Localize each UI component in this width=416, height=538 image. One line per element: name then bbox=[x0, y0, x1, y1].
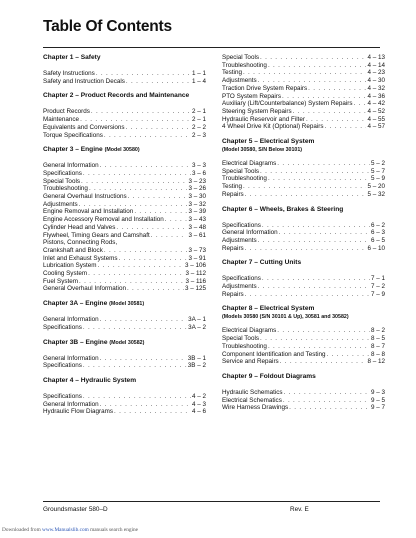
chapter-heading-text: Chapter 6 – Wheels, Brakes & Steering bbox=[222, 205, 344, 213]
toc-entry-title: Traction Drive System Repairs bbox=[222, 84, 308, 92]
toc-entry-title: Safety Instructions bbox=[43, 70, 95, 77]
chapter-model-note: (Model 30580) bbox=[104, 147, 140, 154]
chapter-heading-text: Chapter 1 – Safety bbox=[43, 54, 101, 61]
toc-entry[interactable] bbox=[222, 62, 385, 70]
watermark-suffix: manuals search engine bbox=[88, 527, 139, 533]
dot-leader bbox=[327, 351, 370, 359]
toc-entry-page: 4 – 55 bbox=[367, 115, 385, 123]
dot-leader bbox=[268, 175, 370, 183]
toc-entry-title: Torque Specifications bbox=[43, 131, 103, 139]
dot-leader bbox=[100, 355, 187, 363]
chapter-section bbox=[222, 54, 385, 131]
footer-revision: Rev. E bbox=[290, 506, 309, 513]
toc-entry-title: Fuel System bbox=[43, 277, 78, 285]
chapter-heading[interactable] bbox=[43, 92, 206, 100]
dot-leader bbox=[268, 62, 367, 70]
toc-entry-title: Specifications bbox=[222, 275, 261, 283]
toc-entry-title: Adjustments bbox=[222, 283, 257, 291]
toc-entry[interactable] bbox=[222, 404, 385, 412]
toc-entry[interactable] bbox=[43, 362, 206, 370]
toc-entry-page: 1 – 1 bbox=[191, 70, 206, 77]
dot-leader bbox=[104, 132, 191, 140]
toc-entry-page: 4 – 14 bbox=[367, 61, 385, 69]
toc-entry-page: 3 – 30 bbox=[188, 193, 206, 201]
dot-leader bbox=[98, 262, 184, 270]
toc-entry[interactable] bbox=[43, 316, 206, 324]
dot-leader bbox=[262, 222, 370, 230]
toc-entry-title: General Information bbox=[43, 162, 99, 170]
toc-entry-title: Special Tools bbox=[222, 54, 259, 61]
toc-entry-page: 3 – 106 bbox=[184, 262, 206, 270]
chapter-section bbox=[43, 300, 206, 331]
chapter-heading[interactable] bbox=[222, 138, 385, 146]
dot-leader bbox=[83, 393, 191, 401]
toc-entry[interactable] bbox=[43, 239, 206, 247]
toc-entry-title: Special Tools bbox=[43, 177, 80, 185]
toc-entry-page: 4 – 42 bbox=[367, 100, 385, 108]
toc-entry-page: 6 – 5 bbox=[370, 236, 385, 244]
toc-entry-title: Hydraulic Reservoir and Filter bbox=[222, 115, 305, 123]
chapter-heading[interactable] bbox=[43, 300, 206, 308]
toc-entry-title: Safety and Instruction Decals bbox=[43, 77, 125, 85]
toc-entry[interactable] bbox=[222, 175, 385, 183]
toc-entry-title: Cylinder Head and Valves bbox=[43, 223, 116, 231]
toc-entry[interactable] bbox=[222, 108, 385, 116]
toc-entry-page: 4 – 13 bbox=[367, 54, 385, 61]
dot-leader bbox=[245, 191, 367, 199]
chapter-heading[interactable] bbox=[43, 54, 206, 62]
toc-entry-page: 4 – 57 bbox=[367, 123, 385, 131]
dot-leader bbox=[325, 123, 367, 131]
toc-entry-title: Engine Removal and Installation bbox=[43, 208, 134, 216]
toc-entry[interactable] bbox=[43, 278, 206, 286]
dot-leader bbox=[88, 270, 184, 278]
toc-entry[interactable] bbox=[43, 232, 206, 240]
chapter-heading-text: Chapter 5 – Electrical System bbox=[222, 138, 315, 146]
toc-entry[interactable] bbox=[222, 54, 385, 62]
toc-entry[interactable] bbox=[222, 335, 385, 343]
dot-leader bbox=[289, 404, 370, 412]
toc-entry-title: Steering System Repairs bbox=[222, 107, 292, 115]
toc-entry-page: 3 – 91 bbox=[188, 254, 206, 262]
dot-leader bbox=[119, 255, 188, 263]
toc-entry-title: Adjustments bbox=[222, 236, 257, 244]
chapter-heading[interactable] bbox=[43, 377, 206, 385]
dot-leader bbox=[100, 401, 191, 409]
toc-entry-page: 4 – 2 bbox=[191, 392, 206, 400]
toc-entry[interactable] bbox=[222, 93, 385, 101]
toc-entry[interactable] bbox=[43, 216, 206, 224]
dot-leader bbox=[91, 108, 191, 116]
toc-entry-title: Product Records bbox=[43, 108, 90, 116]
toc-entry-page: 3 – 3 bbox=[191, 162, 206, 170]
chapter-heading[interactable] bbox=[43, 146, 206, 154]
toc-entry-page: 4 – 3 bbox=[191, 400, 206, 408]
dot-leader bbox=[128, 193, 188, 201]
toc-entry-title: Testing bbox=[222, 183, 242, 191]
dot-leader bbox=[284, 389, 370, 397]
toc-entry[interactable] bbox=[222, 327, 385, 335]
toc-entry[interactable] bbox=[222, 237, 385, 245]
chapter-heading[interactable] bbox=[222, 259, 385, 267]
chapter-heading-text: Chapter 2 – Product Records and Maintenance bbox=[43, 92, 190, 100]
toc-entry[interactable] bbox=[43, 270, 206, 278]
toc-entry-title: Specifications bbox=[43, 362, 82, 370]
toc-entry-title: Lubrication System bbox=[43, 262, 97, 270]
dot-leader bbox=[114, 408, 191, 416]
toc-entry[interactable] bbox=[43, 70, 206, 78]
toc-entry[interactable] bbox=[43, 178, 206, 186]
toc-entry-page: 3 – 61 bbox=[188, 231, 206, 239]
toc-entry[interactable] bbox=[43, 255, 206, 263]
toc-entry-title: General Information bbox=[43, 400, 99, 408]
dot-leader bbox=[165, 216, 188, 224]
dot-leader bbox=[83, 362, 187, 370]
toc-entry[interactable] bbox=[43, 408, 206, 416]
chapter-model-note: (Model 30580, S/N Below 30101) bbox=[222, 147, 303, 154]
toc-entry-page: 3 – 43 bbox=[188, 216, 206, 224]
toc-entry-page: 3 – 39 bbox=[188, 208, 206, 216]
toc-entry[interactable] bbox=[43, 355, 206, 363]
toc-entry-title: 4 Wheel Drive Kit (Optional) Repairs bbox=[222, 123, 324, 131]
toc-entry-page: 3A – 2 bbox=[188, 323, 206, 331]
toc-entry-title: General Overhaul Information bbox=[43, 285, 126, 293]
toc-entry-page: 8 – 12 bbox=[367, 358, 385, 366]
dot-leader bbox=[354, 100, 367, 108]
dot-leader bbox=[100, 316, 187, 324]
toc-entry-title: Repairs bbox=[222, 190, 244, 198]
toc-entry-title: Repairs bbox=[222, 290, 244, 298]
toc-entry-title: Auxiliary (Lift/Counterbalance) System Repairs bbox=[222, 100, 353, 108]
chapter-section bbox=[43, 146, 206, 293]
toc-entry-title: Specifications bbox=[222, 221, 261, 229]
toc-entry[interactable] bbox=[222, 77, 385, 85]
toc-entry-page: 6 – 3 bbox=[370, 229, 385, 237]
toc-entry-title: Troubleshooting bbox=[222, 61, 267, 69]
dot-leader bbox=[258, 77, 367, 85]
toc-entry-title: Troubleshooting bbox=[222, 342, 267, 350]
toc-entry-title: Testing bbox=[222, 69, 242, 77]
chapter-heading-text: Chapter 3 – Engine bbox=[43, 146, 103, 154]
toc-entry-page: 5 – 32 bbox=[367, 190, 385, 198]
toc-entry-title: Engine Accessory Removal and Installation bbox=[43, 216, 164, 224]
chapter-section bbox=[222, 373, 385, 412]
toc-entry-title: Crankshaft and Block bbox=[43, 246, 103, 254]
chapter-heading[interactable] bbox=[43, 339, 206, 347]
toc-entry[interactable] bbox=[43, 108, 206, 116]
toc-entry-title: Service and Repairs bbox=[222, 358, 279, 366]
toc-entry[interactable] bbox=[222, 389, 385, 397]
download-watermark bbox=[2, 527, 138, 533]
toc-entry-page: 6 – 2 bbox=[370, 221, 385, 229]
dot-leader bbox=[245, 245, 367, 253]
toc-entry-title: Electrical Diagrams bbox=[222, 327, 277, 335]
toc-entry-title: General Information bbox=[43, 316, 99, 324]
toc-entry[interactable] bbox=[222, 183, 385, 191]
chapter-heading[interactable] bbox=[222, 305, 385, 313]
toc-entry-page: 3 – 26 bbox=[188, 185, 206, 193]
toc-entry[interactable] bbox=[222, 222, 385, 230]
page-title: Table Of Contents bbox=[43, 18, 172, 35]
dot-leader bbox=[277, 327, 370, 335]
toc-entry[interactable] bbox=[43, 393, 206, 401]
dot-leader bbox=[79, 201, 188, 209]
toc-entry[interactable] bbox=[222, 358, 385, 366]
toc-entry-page: 5 – 9 bbox=[370, 175, 385, 183]
toc-entry-title: Pistons, Connecting Rods, bbox=[43, 239, 118, 247]
toc-entry-page: 1 – 4 bbox=[191, 77, 206, 85]
dot-leader bbox=[260, 168, 370, 176]
chapter-section bbox=[43, 54, 206, 85]
chapter-heading-text: Chapter 7 – Cutting Units bbox=[222, 259, 302, 267]
dot-leader bbox=[306, 116, 367, 124]
toc-entry-page: 3B – 2 bbox=[187, 362, 206, 370]
toc-entry-page: 3B – 1 bbox=[187, 354, 206, 362]
toc-entry-page: 3 – 32 bbox=[188, 200, 206, 208]
toc-entry[interactable] bbox=[43, 262, 206, 270]
dot-leader bbox=[126, 124, 191, 132]
toc-entry-title: Troubleshooting bbox=[222, 175, 267, 183]
toc-entry-title: Maintenance bbox=[43, 116, 80, 124]
chapter-heading[interactable] bbox=[222, 373, 385, 381]
toc-entry[interactable] bbox=[43, 124, 206, 132]
toc-entry-page: 3 – 125 bbox=[184, 285, 206, 293]
chapter-heading-text: Chapter 4 – Hydraulic System bbox=[43, 376, 137, 384]
toc-entry-page: 2 – 1 bbox=[191, 108, 206, 116]
toc-entry-page: 6 – 10 bbox=[367, 244, 385, 252]
toc-entry-page: 4 – 30 bbox=[367, 77, 385, 85]
watermark-prefix: Downloaded from bbox=[2, 527, 43, 533]
chapter-heading-text: Chapter 9 – Foldout Diagrams bbox=[222, 372, 316, 380]
dot-leader bbox=[134, 208, 187, 216]
toc-entry-page: 4 – 36 bbox=[367, 92, 385, 100]
toc-entry[interactable] bbox=[43, 247, 206, 255]
chapter-heading-text: Chapter 8 – Electrical System bbox=[222, 305, 315, 313]
toc-entry[interactable] bbox=[222, 123, 385, 131]
toc-entry-title: General Overhaul Instructions bbox=[43, 193, 127, 201]
toc-entry-title: Hydraulic Flow Diagrams bbox=[43, 408, 113, 416]
toc-entry[interactable] bbox=[222, 291, 385, 299]
toc-entry-title: Special Tools bbox=[222, 167, 259, 175]
dot-leader bbox=[277, 160, 370, 168]
toc-entry-page: 4 – 52 bbox=[367, 107, 385, 115]
toc-entry[interactable] bbox=[222, 100, 385, 108]
chapter-heading-text: Chapter 3A – Engine bbox=[43, 300, 108, 308]
toc-entry[interactable] bbox=[222, 397, 385, 405]
toc-entry-page: 9 – 7 bbox=[370, 404, 385, 412]
toc-entry[interactable] bbox=[222, 245, 385, 253]
toc-entry-page: 2 – 3 bbox=[191, 131, 206, 139]
toc-entry-title: Adjustments bbox=[222, 77, 257, 85]
toc-entry-title: Electrical Diagrams bbox=[222, 160, 277, 168]
toc-entry[interactable] bbox=[43, 185, 206, 193]
toc-entry[interactable] bbox=[43, 162, 206, 170]
bottom-divider bbox=[43, 501, 380, 502]
toc-entry-title: Inlet and Exhaust Systems bbox=[43, 254, 118, 262]
dot-leader bbox=[293, 108, 367, 116]
dot-leader bbox=[83, 170, 191, 178]
toc-entry-page: 2 – 1 bbox=[191, 116, 206, 124]
toc-entry-title: Troubleshooting bbox=[43, 185, 88, 193]
toc-entry-title: Flywheel, Timing Gears and Camshaft bbox=[43, 231, 150, 239]
toc-entry[interactable] bbox=[222, 283, 385, 291]
watermark-link[interactable]: www.Manualslib.com bbox=[42, 527, 89, 533]
toc-entry-page: 3 – 112 bbox=[185, 270, 206, 278]
toc-entry-title: Repairs bbox=[222, 244, 244, 252]
toc-entry[interactable] bbox=[43, 285, 206, 293]
toc-entry[interactable] bbox=[43, 401, 206, 409]
dot-leader bbox=[243, 183, 367, 191]
dot-leader bbox=[258, 237, 370, 245]
chapter-section bbox=[222, 206, 385, 253]
dot-leader bbox=[79, 278, 184, 286]
toc-entry-page: 4 – 6 bbox=[191, 408, 206, 416]
toc-entry[interactable] bbox=[222, 85, 385, 93]
toc-entry-page: 4 – 23 bbox=[367, 69, 385, 77]
toc-entry-page: 7 – 1 bbox=[370, 275, 385, 283]
dot-leader bbox=[83, 324, 187, 332]
chapter-section bbox=[43, 377, 206, 416]
footer-model: Groundsmaster 580–D bbox=[43, 506, 108, 513]
toc-entry-title: General Information bbox=[222, 229, 278, 237]
toc-entry[interactable] bbox=[43, 324, 206, 332]
toc-entry-page: 5 – 2 bbox=[370, 160, 385, 168]
toc-entry[interactable] bbox=[43, 116, 206, 124]
toc-entry-page: 7 – 9 bbox=[370, 290, 385, 298]
toc-entry-page: 3 – 48 bbox=[188, 223, 206, 231]
toc-entry[interactable] bbox=[43, 208, 206, 216]
toc-entry-title: Adjustments bbox=[43, 200, 78, 208]
dot-leader bbox=[116, 224, 187, 232]
toc-entry-page: 8 – 7 bbox=[370, 342, 385, 350]
dot-leader bbox=[100, 162, 191, 170]
dot-leader bbox=[258, 283, 370, 291]
dot-leader bbox=[80, 116, 191, 124]
chapter-heading-text: Chapter 3B – Engine bbox=[43, 338, 108, 346]
chapter-model-note: (Model 30582) bbox=[109, 339, 145, 346]
dot-leader bbox=[151, 232, 188, 240]
toc-entry-page: 3 – 23 bbox=[188, 177, 206, 185]
toc-entry-title: Equivalents and Conversions bbox=[43, 123, 125, 131]
chapter-section bbox=[43, 339, 206, 370]
dot-leader bbox=[126, 78, 191, 86]
chapter-section bbox=[222, 259, 385, 298]
toc-left-column bbox=[43, 54, 206, 423]
chapter-model-note: (Models 30580 (S/N 30101 & Up), 30581 and 30582) bbox=[222, 314, 349, 321]
dot-leader bbox=[245, 291, 370, 299]
toc-entry[interactable] bbox=[222, 116, 385, 124]
dot-leader bbox=[308, 85, 366, 93]
toc-entry-page: 2 – 2 bbox=[191, 123, 206, 131]
toc-entry-page: 5 – 20 bbox=[367, 183, 385, 191]
toc-entry[interactable] bbox=[222, 69, 385, 77]
dot-leader bbox=[260, 54, 366, 62]
dot-leader bbox=[104, 247, 188, 255]
toc-entry[interactable] bbox=[43, 132, 206, 140]
dot-leader bbox=[243, 69, 367, 77]
toc-entry[interactable] bbox=[222, 351, 385, 359]
toc-right-column bbox=[222, 54, 385, 419]
toc-entry[interactable] bbox=[222, 343, 385, 351]
toc-entry[interactable] bbox=[43, 224, 206, 232]
toc-entry-page: 3 – 73 bbox=[188, 246, 206, 254]
dot-leader bbox=[89, 185, 188, 193]
dot-leader bbox=[260, 335, 370, 343]
dot-leader bbox=[282, 93, 366, 101]
toc-entry-page: 9 – 3 bbox=[370, 388, 385, 396]
toc-entry-title: Hydraulic Schematics bbox=[222, 388, 283, 396]
toc-entry-page: 3 – 116 bbox=[185, 277, 206, 285]
toc-entry-title: PTO System Repairs bbox=[222, 92, 282, 100]
toc-entry[interactable] bbox=[222, 229, 385, 237]
toc-entry[interactable] bbox=[43, 170, 206, 178]
toc-entry-page: 8 – 5 bbox=[370, 335, 385, 343]
dot-leader bbox=[268, 343, 370, 351]
toc-entry-page: 4 – 32 bbox=[367, 84, 385, 92]
toc-entry-page: 3 – 6 bbox=[191, 169, 206, 177]
dot-leader bbox=[262, 275, 370, 283]
toc-entry-page: 9 – 5 bbox=[370, 396, 385, 404]
toc-entry-title: Specifications bbox=[43, 323, 82, 331]
toc-entry[interactable] bbox=[222, 160, 385, 168]
toc-entry-title: Component Identification and Testing bbox=[222, 350, 326, 358]
chapter-heading[interactable] bbox=[222, 206, 385, 214]
toc-entry-page: 8 – 2 bbox=[370, 327, 385, 335]
dot-leader bbox=[279, 229, 370, 237]
toc-entry-title: General Information bbox=[43, 354, 99, 362]
toc-entry[interactable] bbox=[222, 191, 385, 199]
toc-entry-title: Specifications bbox=[43, 392, 82, 400]
toc-entry-page: 7 – 2 bbox=[370, 283, 385, 291]
chapter-section bbox=[222, 138, 385, 199]
toc-entry-title: Wire Harness Drawings bbox=[222, 404, 289, 412]
toc-entry-page: 3A – 1 bbox=[188, 316, 206, 324]
toc-entry[interactable] bbox=[43, 193, 206, 201]
chapter-section bbox=[222, 305, 385, 366]
toc-entry-page: 8 – 8 bbox=[370, 350, 385, 358]
chapter-model-note: (Model 30581) bbox=[109, 301, 145, 308]
chapter-section bbox=[43, 92, 206, 139]
toc-entry[interactable] bbox=[43, 201, 206, 209]
dot-leader bbox=[127, 285, 184, 293]
toc-entry-title: Special Tools bbox=[222, 335, 259, 343]
top-divider bbox=[43, 47, 380, 48]
toc-entry[interactable] bbox=[222, 168, 385, 176]
toc-entry-title: Electrical Schematics bbox=[222, 396, 282, 404]
toc-entry-page: 5 – 7 bbox=[370, 167, 385, 175]
dot-leader bbox=[81, 178, 187, 186]
toc-entry[interactable] bbox=[222, 275, 385, 283]
toc-entry[interactable] bbox=[43, 78, 206, 86]
dot-leader bbox=[280, 358, 367, 366]
toc-entry-title: Specifications bbox=[43, 169, 82, 177]
toc-entry-title: Cooling System bbox=[43, 270, 88, 278]
dot-leader bbox=[283, 397, 370, 405]
dot-leader bbox=[96, 70, 191, 78]
